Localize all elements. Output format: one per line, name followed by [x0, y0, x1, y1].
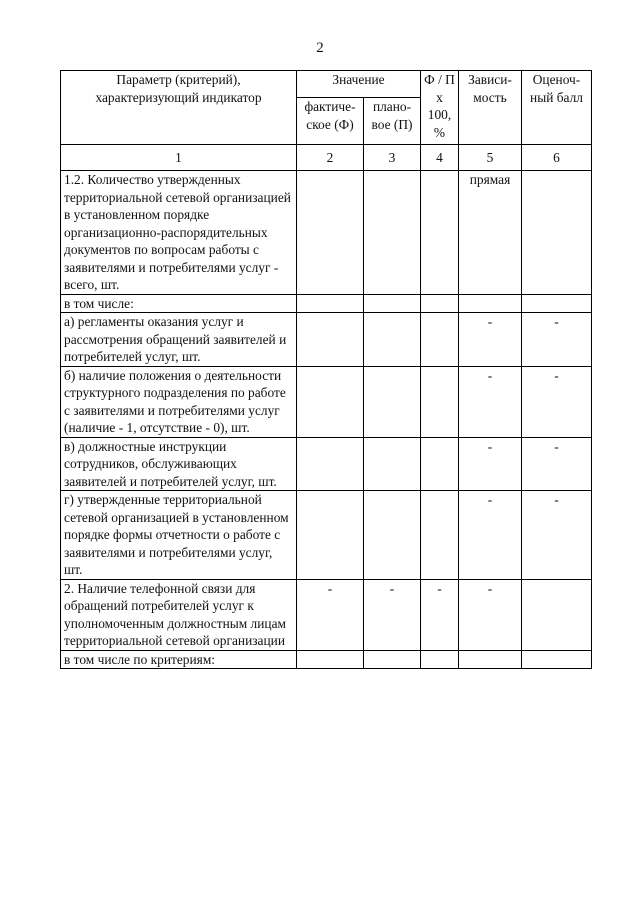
table-row: [61, 491, 592, 580]
column-number: 1: [61, 145, 297, 171]
table-row: [61, 437, 592, 491]
header-value: Значение: [297, 71, 421, 98]
row-ratio: [421, 313, 459, 367]
row-dependency: [459, 294, 522, 313]
row-plan: [364, 294, 421, 313]
header-dependency: Зависи-мость: [459, 71, 522, 145]
row-dependency: -: [459, 491, 522, 580]
row-fact: [297, 313, 364, 367]
row-fact: [297, 491, 364, 580]
row-param: в том числе:: [61, 294, 297, 313]
row-ratio: -: [421, 579, 459, 650]
table-row: [61, 366, 592, 437]
column-number: 6: [522, 145, 592, 171]
row-plan: [364, 491, 421, 580]
header-plan: плано-вое (П): [364, 98, 421, 145]
row-dependency: -: [459, 366, 522, 437]
row-plan: [364, 650, 421, 669]
row-param: 2. Наличие телефонной связи для обращений потребителей услуг к уполномоченным должностным лицам территориальной сетевой организации: [61, 579, 297, 650]
row-ratio: [421, 491, 459, 580]
row-score: [522, 294, 592, 313]
column-number: 2: [297, 145, 364, 171]
row-param: а) регламенты оказания услуг и рассмотрения обращений заявителей и потребителей услуг, шт.: [61, 313, 297, 367]
row-score: [522, 171, 592, 295]
row-score: -: [522, 437, 592, 491]
column-number: 4: [421, 145, 459, 171]
table-row: [61, 650, 592, 669]
row-fact: [297, 171, 364, 295]
row-param: б) наличие положения о деятельности структурного подразделения по работе с заявителями и потребителями услуг (наличие - 1, отсутствие - 0), шт.: [61, 366, 297, 437]
row-param: в) должностные инструкции сотрудников, обслуживающих заявителей и потребителей услуг, шт.: [61, 437, 297, 491]
row-param: 1.2. Количество утвержденных территориальной сетевой организацией в установленном порядке организационно-распорядительных документов по вопросам работы с заявителями и потребителями услуг - всего, шт.: [61, 171, 297, 295]
row-dependency: -: [459, 313, 522, 367]
header-ratio: Ф / П х 100, %: [421, 71, 459, 145]
row-fact: [297, 294, 364, 313]
row-param: в том числе по критериям:: [61, 650, 297, 669]
row-score: -: [522, 313, 592, 367]
row-ratio: [421, 650, 459, 669]
table-row: [61, 294, 592, 313]
row-plan: [364, 171, 421, 295]
row-dependency: прямая: [459, 171, 522, 295]
row-score: -: [522, 366, 592, 437]
row-fact: [297, 366, 364, 437]
page-number: 2: [316, 40, 324, 56]
row-fact: [297, 650, 364, 669]
header-fact: фактиче-ское (Ф): [297, 98, 364, 145]
header-score: Оценоч-ный балл: [522, 71, 592, 145]
indicator-table: [60, 70, 592, 669]
header-param: Параметр (критерий), характеризующий индикатор: [61, 71, 297, 145]
row-plan: [364, 313, 421, 367]
row-dependency: [459, 650, 522, 669]
row-fact: [297, 437, 364, 491]
row-ratio: [421, 171, 459, 295]
column-number: 3: [364, 145, 421, 171]
table-row: [61, 579, 592, 650]
row-param: г) утвержденные территориальной сетевой организацией в установленном порядке формы отчетности о работе с заявителями и потребителями услуг, шт.: [61, 491, 297, 580]
row-score: [522, 650, 592, 669]
column-number: 5: [459, 145, 522, 171]
table-row: [61, 313, 592, 367]
row-ratio: [421, 294, 459, 313]
row-dependency: -: [459, 579, 522, 650]
row-score: -: [522, 491, 592, 580]
row-plan: -: [364, 579, 421, 650]
row-fact: -: [297, 579, 364, 650]
column-numbers-row: [61, 145, 592, 171]
row-ratio: [421, 366, 459, 437]
row-plan: [364, 437, 421, 491]
row-ratio: [421, 437, 459, 491]
row-score: [522, 579, 592, 650]
table-row: [61, 171, 592, 295]
row-plan: [364, 366, 421, 437]
row-dependency: -: [459, 437, 522, 491]
